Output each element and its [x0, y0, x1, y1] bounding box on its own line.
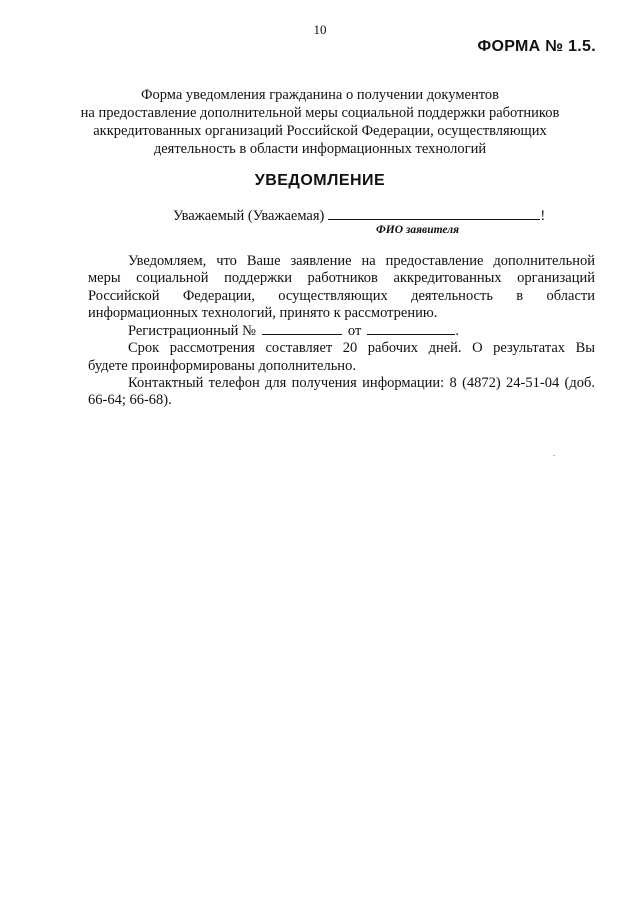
registration-label: Регистрационный № — [128, 323, 256, 340]
contact-paragraph — [88, 375, 595, 410]
form-title-line: деятельность в области информационных технологий — [153, 141, 487, 157]
term-line: Срок рассмотрения составляет 20 рабочих дней. О результатах Вы — [128, 340, 595, 357]
contact-line: Контактный телефон для получения информации: 8 (4872) 24-51-04 (доб. — [128, 375, 595, 392]
notice-paragraph — [88, 253, 595, 322]
greeting-text: Уважаемый (Уважаемая) — [173, 208, 325, 224]
document-heading: УВЕДОМЛЕНИЕ — [254, 172, 386, 189]
page-number: 10 — [313, 22, 327, 37]
greeting-end: ! — [540, 208, 546, 224]
registration-from: от — [347, 323, 362, 340]
registration-line — [88, 322, 595, 340]
registration-date-blank — [367, 322, 455, 335]
applicant-name-caption: ФИО заявителя — [376, 224, 460, 236]
form-number: ФОРМА № 1.5. — [477, 38, 596, 55]
form-title-line: аккредитованных организаций Российской Федерации, осуществляющих — [93, 123, 547, 139]
scan-speck — [553, 455, 555, 456]
notice-line: Российской Федерации, осуществляющих деятельность в области — [88, 287, 595, 304]
greeting — [173, 206, 545, 225]
registration-number-blank — [262, 322, 342, 335]
notice-line: Уведомляем, что Ваше заявление на предоставление дополнительной — [128, 253, 595, 269]
form-title-line: Форма уведомления гражданина о получении документов — [141, 87, 499, 103]
registration-end: . — [455, 323, 459, 340]
contact-line: 66-64; 66-68). — [88, 392, 172, 409]
notice-body — [88, 253, 595, 410]
notice-line: информационных технологий, принято к рассмотрению. — [88, 304, 438, 321]
notice-line: меры социальной поддержки работников аккредитованных организаций — [88, 270, 595, 287]
form-title — [60, 86, 580, 158]
term-line: будете проинформированы дополнительно. — [88, 357, 356, 374]
applicant-name-blank — [328, 206, 540, 220]
term-paragraph — [88, 340, 595, 375]
form-title-line: на предоставление дополнительной меры социальной поддержки работников — [80, 105, 560, 121]
